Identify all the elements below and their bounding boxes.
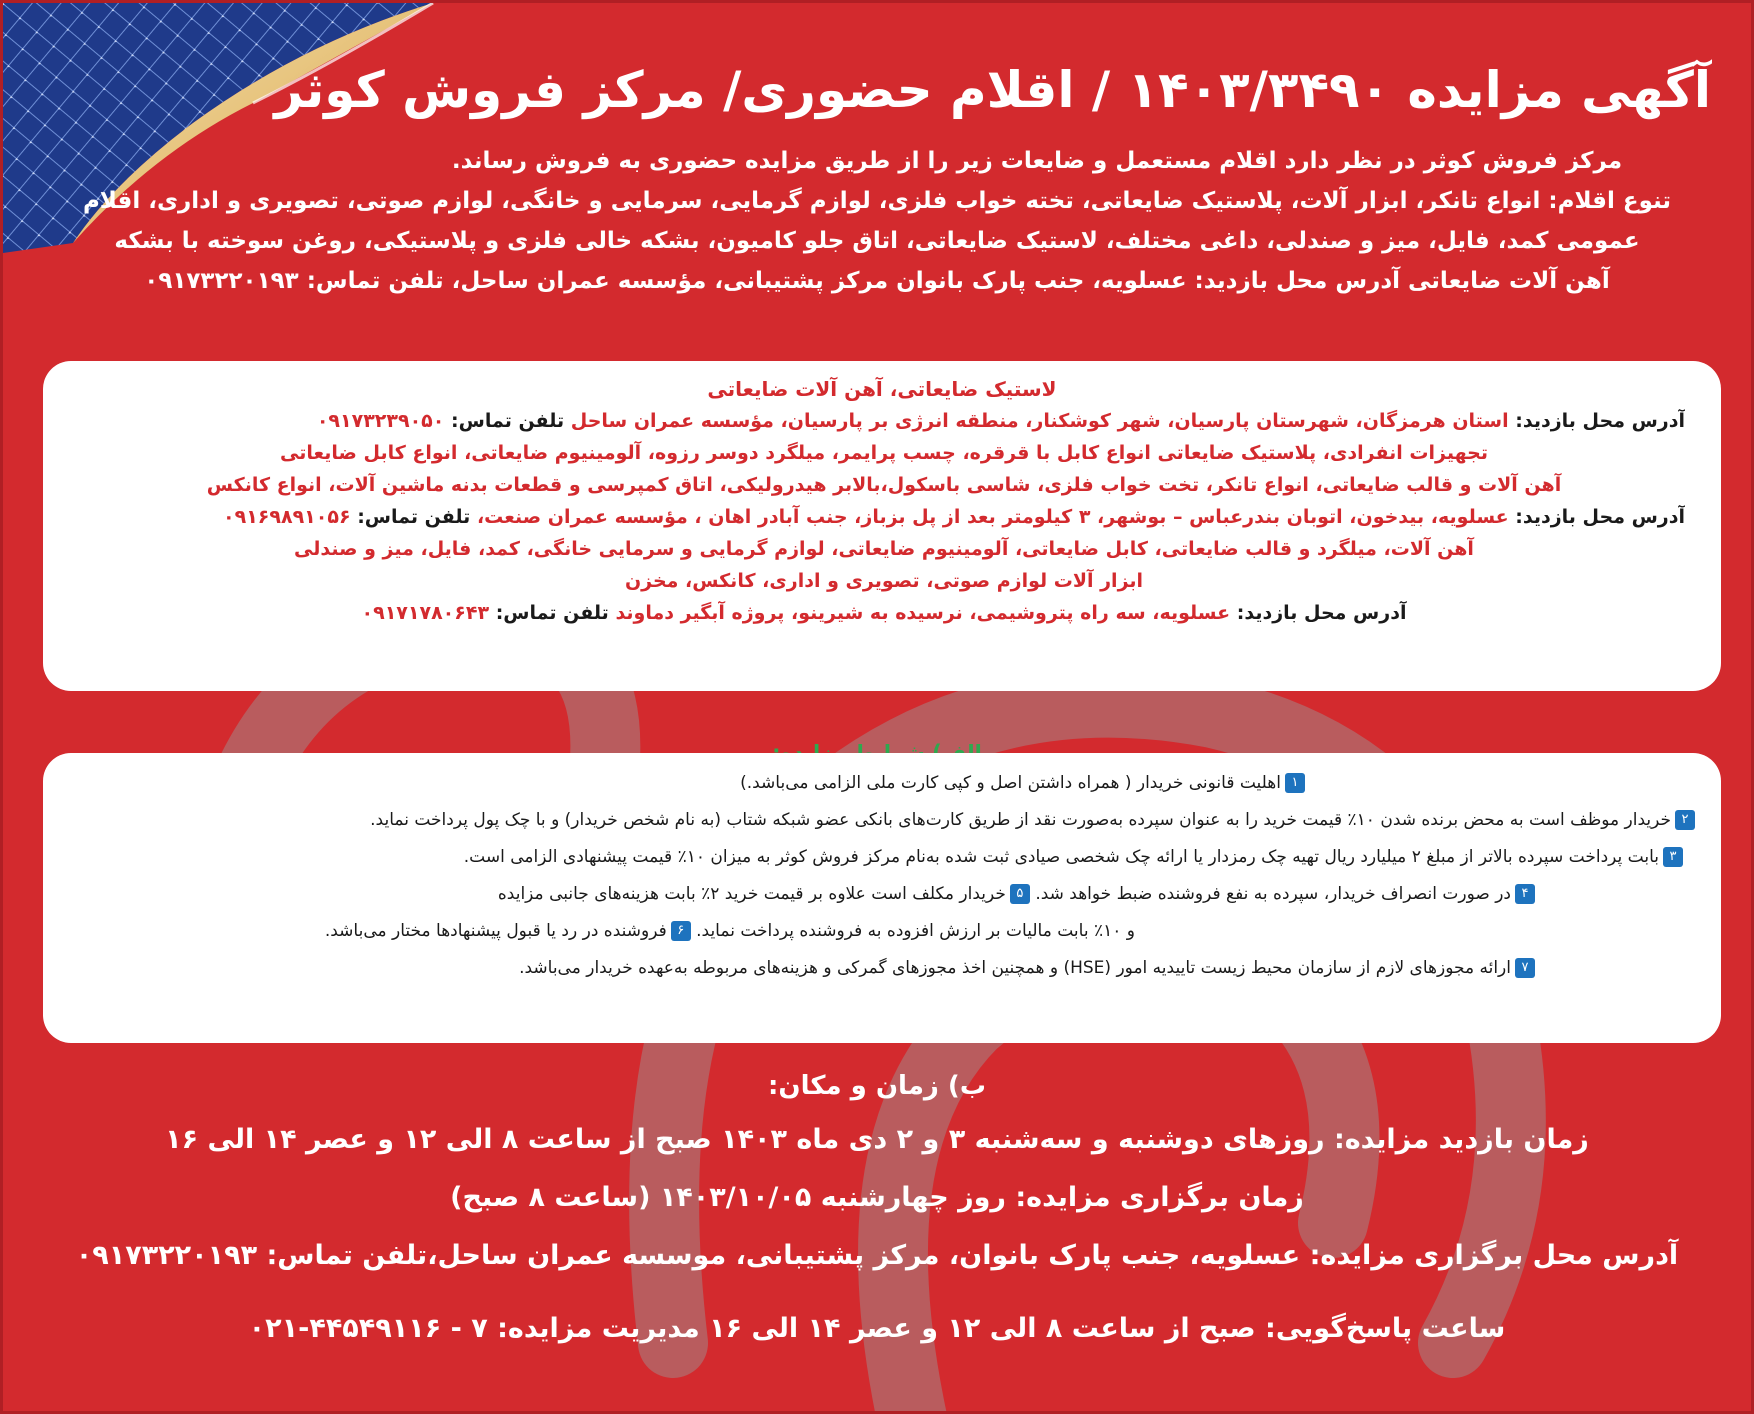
auction-title: آگهی مزایده ۱۴۰۳/۳۴۹۰ / اقلام حضوری/ مرکز فروش کوثر [274,61,1711,119]
locations-title: لاستیک ضایعاتی، آهن آلات ضایعاتی [707,377,1057,401]
condition-number-badge: ۵ [1010,884,1030,904]
site1-address: استان هرمزگان، شهرستان پارسیان، شهر کوشکنار، منطقه انرژی بر پارسیان، مؤسسه عمران ساحل [570,410,1509,432]
condition-text: ارائه مجوزهای لازم از سازمان محیط زیست تاییدیه امور (HSE) و همچنین اخذ مجوزهای گمرکی و هزینه‌های مربوطه به‌عهده خریدار می‌باشد. [519,958,1511,978]
condition-item [73,802,1695,839]
condition-text: خریدار موظف است به محض برنده شدن ۱۰٪ قیمت خرید را به عنوان سپرده به‌صورت نقد از طریق کارت‌های بانکی عضو شبکه شتاب (به نام شخص خریدار) و با چک پول پرداخت نماید. [370,810,1671,830]
condition-number-badge: ۱ [1285,773,1305,793]
condition-number-badge: ۳ [1663,847,1683,867]
condition-text: در صورت انصراف خریدار، سپرده به نفع فروشنده ضبط خواهد شد. [1035,884,1511,904]
condition-number-badge: ۷ [1515,958,1535,978]
intro-line: تنوع اقلام: انواع تانکر، ابزار آلات، پلاستیک ضایعاتی، تخته خواب فلزی، لوازم گرمایی، سرمایی و خانگی، لوازم صوتی، تصویری و اداری، اقلام [82,188,1672,214]
site2-phone-label: تلفن تماس: [357,506,471,528]
site1-address-label: آدرس محل بازدید: [1515,410,1685,432]
site2-address-line [83,501,1685,533]
auction-address: آدرس محل برگزاری مزایده: عسلویه، جنب پارک بانوان، مرکز پشتیبانی، موسسه عمران ساحل،تلفن تماس: ۰۹۱۷۳۲۲۰۱۹۳ [75,1240,1679,1271]
site3-address: عسلویه، سه راه پتروشیمی، نرسیده به شیرینو، پروژه آبگیر دماوند [615,602,1231,624]
condition-number-badge: ۶ [671,921,691,941]
condition-item [73,950,1695,987]
schedule-section [23,1061,1731,1359]
condition-item [73,913,1695,950]
site2-address-label: آدرس محل بازدید: [1515,506,1685,528]
condition-item [73,876,1695,913]
intro-line: عمومی کمد، فایل، میز و صندلی، داغی مختلف، لاستیک ضایعاتی، اتاق جلو کامیون، بشکه خالی فلزی و پلاستیکی، روغن سوخته با بشکه [114,228,1640,254]
condition-item [73,765,1695,802]
conditions-panel [43,753,1721,1043]
site2-items-line: آهن آلات و قالب ضایعاتی، انواع تانکر، تخت خواب فلزی، شاسی باسکول،بالابر هیدرولیکی، اتاق کمپرسی و قطعات بدنه ماشین آلات، انواع کانکس [206,474,1562,496]
site3-address-line [83,597,1685,629]
site3-address-label: آدرس محل بازدید: [1236,602,1407,624]
schedule-title: ب) زمان و مکان: [768,1071,986,1101]
condition-text: خریدار مکلف است علاوه بر قیمت خرید ۲٪ بابت هزینه‌های جانبی مزایده [497,884,1006,904]
site1-address-line [83,405,1685,437]
site1-phone-label: تلفن تماس: [451,410,565,432]
intro-line: مرکز فروش کوثر در نظر دارد اقلام مستعمل و ضایعات زیر را از طریق مزایده حضوری به فروش رساند. [451,148,1623,174]
site3-phone: ۰۹۱۷۱۷۸۰۶۴۳ [361,602,490,624]
site3-phone-label: تلفن تماس: [495,602,609,624]
intro-paragraph [23,141,1731,301]
condition-item [73,839,1695,876]
site2-address: عسلویه، بیدخون، اتوبان بندرعباس – بوشهر، ۳ کیلومتر بعد از پل بزباز، جنب آبادر اهان ، مؤسسه عمران صنعت، [476,506,1509,528]
site3-items-line: آهن آلات، میلگرد و قالب ضایعاتی، کابل ضایعاتی، آلومینیوم ضایعاتی، لوازم گرمایی و سرمایی خانگی، کمد، فایل، میز و صندلی [294,538,1474,560]
auction-time: زمان برگزاری مزایده: روز چهارشنبه ۱۴۰۳/۱۰/۰۵ (ساعت ۸ صبح) [450,1182,1304,1213]
condition-text: و ۱۰٪ بابت مالیات بر ارزش افزوده به فروشنده پرداخت نماید. [696,921,1135,941]
site3-items-line: ابزار آلات لوازم صوتی، تصویری و اداری، کانکس، مخزن [624,570,1144,592]
locations-panel [43,361,1721,691]
condition-text: فروشنده در رد یا قبول پیشنهادها مختار می‌باشد. [324,921,667,941]
site1-phone: ۰۹۱۷۳۲۳۹۰۵۰ [316,410,445,432]
condition-number-badge: ۲ [1675,810,1695,830]
site2-items-line: تجهیزات انفرادی، پلاستیک ضایعاتی انواع کابل با قرقره، چسب پرایمر، میلگرد دوسر رزوه، آلومینیوم ضایعاتی، انواع کابل ضایعاتی [280,442,1488,464]
visit-time: زمان بازدید مزایده: روزهای دوشنبه و سه‌شنبه ۳ و ۲ دی ماه ۱۴۰۳ صبح از ساعت ۸ الی ۱۲ و عصر ۱۴ الی ۱۶ [165,1124,1589,1155]
site2-phone: ۰۹۱۶۹۸۹۱۰۵۶ [223,506,351,528]
condition-number-badge: ۴ [1515,884,1535,904]
condition-text: اهلیت قانونی خریدار ( همراه داشتن اصل و کپی کارت ملی الزامی می‌باشد.) [740,773,1281,793]
intro-line: آهن آلات ضایعاتی آدرس محل بازدید: عسلویه، جنب پارک بانوان مرکز پشتیبانی، مؤسسه عمران ساحل، تلفن تماس: ۰۹۱۷۳۲۲۰۱۹۳ [144,268,1610,294]
response-hours: ساعت پاسخ‌گویی: صبح از ساعت ۸ الی ۱۲ و عصر ۱۴ الی ۱۶ مدیریت مزایده: ۷ - ۴۴۵۴۹۱۱۶-۰۲۱ [248,1313,1506,1344]
condition-text: بابت پرداخت سپرده بالاتر از مبلغ ۲ میلیارد ریال تهیه چک رمزدار یا ارائه چک شخصی صیادی ثبت شده به‌نام مرکز فروش کوثر به میزان ۱۰٪ قیمت پیشنهادی الزامی است. [463,847,1659,867]
